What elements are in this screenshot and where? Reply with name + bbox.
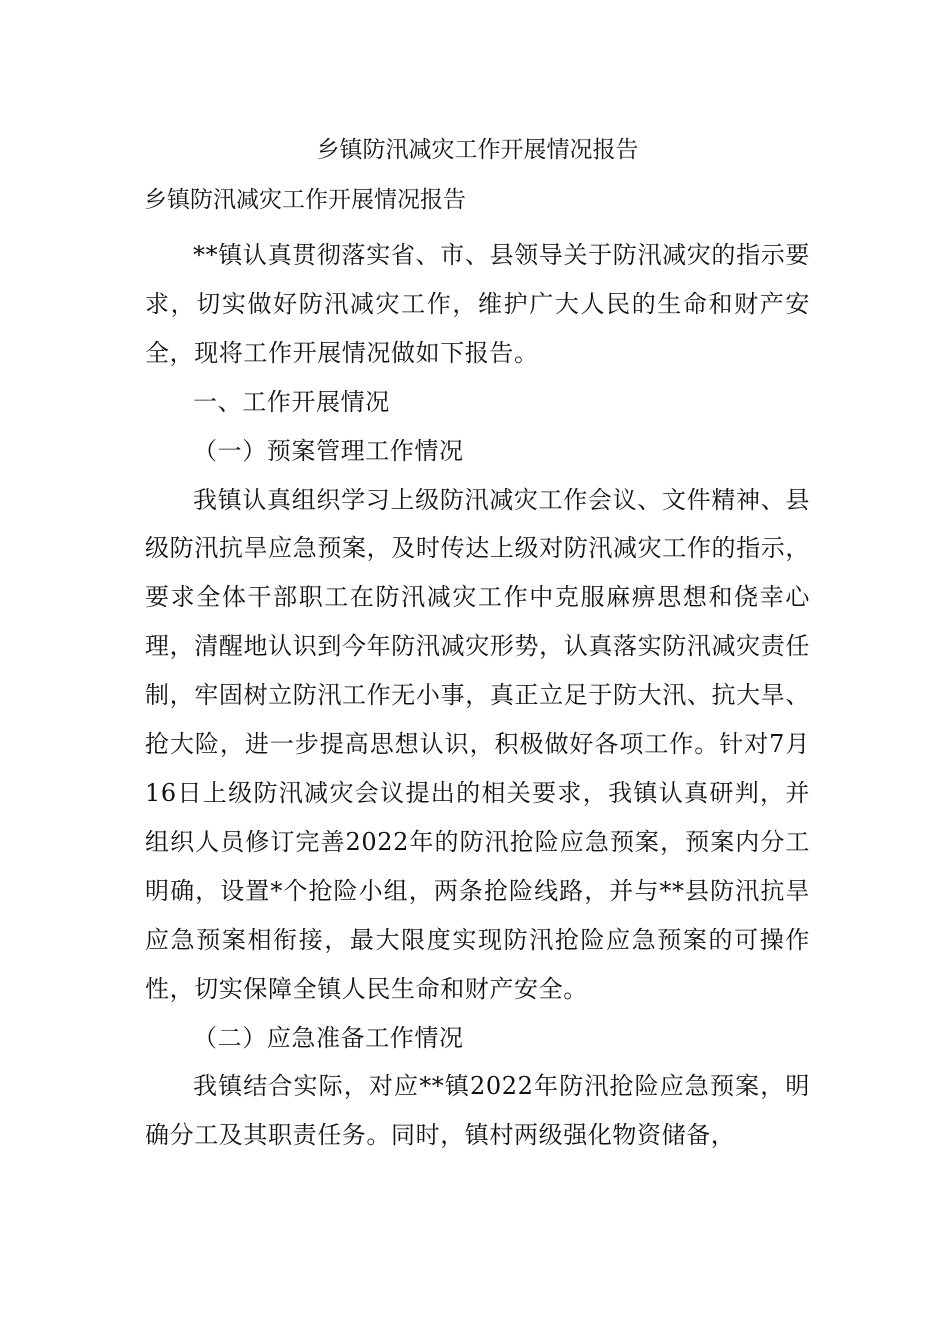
subsection-heading-preparation: （二）应急准备工作情况 — [193, 1023, 464, 1052]
preparation-paragraph: 我镇结合实际，对应**镇2022年防汛抢险应急预案，明确分工及其职责任务。同时，镇村两级强化物资储备， — [145, 1072, 810, 1150]
document-title: 乡镇防汛减灾工作开展情况报告 — [316, 137, 639, 163]
plan-paragraph: 我镇认真组织学习上级防汛减灾工作会议、文件精神、县级防汛抗旱应急预案，及时传达上级对防汛减灾工作的指示，要求全体干部职工在防汛减灾工作中克服麻痹思想和侥幸心理，清醒地认识到今年防汛减灾形势，认真落实防汛减灾责任制，牢固树立防汛工作无小事，真正立足于防大汛、抗大旱、抢大险，进一步提高思想认识，积极做好各项工作。针对7月16日上级防汛减灾会议提出的相关要求，我镇认真研判，并组织人员修订完善2022年的防汛抢险应急预案，预案内分工明确，设置*个抢险小组，两条抢险线路，并与**县防汛抗旱应急预案相衔接，最大限度实现防汛抢险应急预案的可操作性，切实保障全镇人民生命和财产安全。 — [145, 485, 810, 1003]
document-subtitle: 乡镇防汛减灾工作开展情况报告 — [144, 187, 466, 213]
section-heading: 一、工作开展情况 — [193, 387, 390, 416]
document-body — [145, 231, 810, 1160]
subsection-heading-plan: （一）预案管理工作情况 — [193, 436, 464, 465]
intro-paragraph: **镇认真贯彻落实省、市、县领导关于防汛减灾的指示要求，切实做好防汛减灾工作，维护广大人民的生命和财产安全，现将工作开展情况做如下报告。 — [145, 241, 810, 367]
